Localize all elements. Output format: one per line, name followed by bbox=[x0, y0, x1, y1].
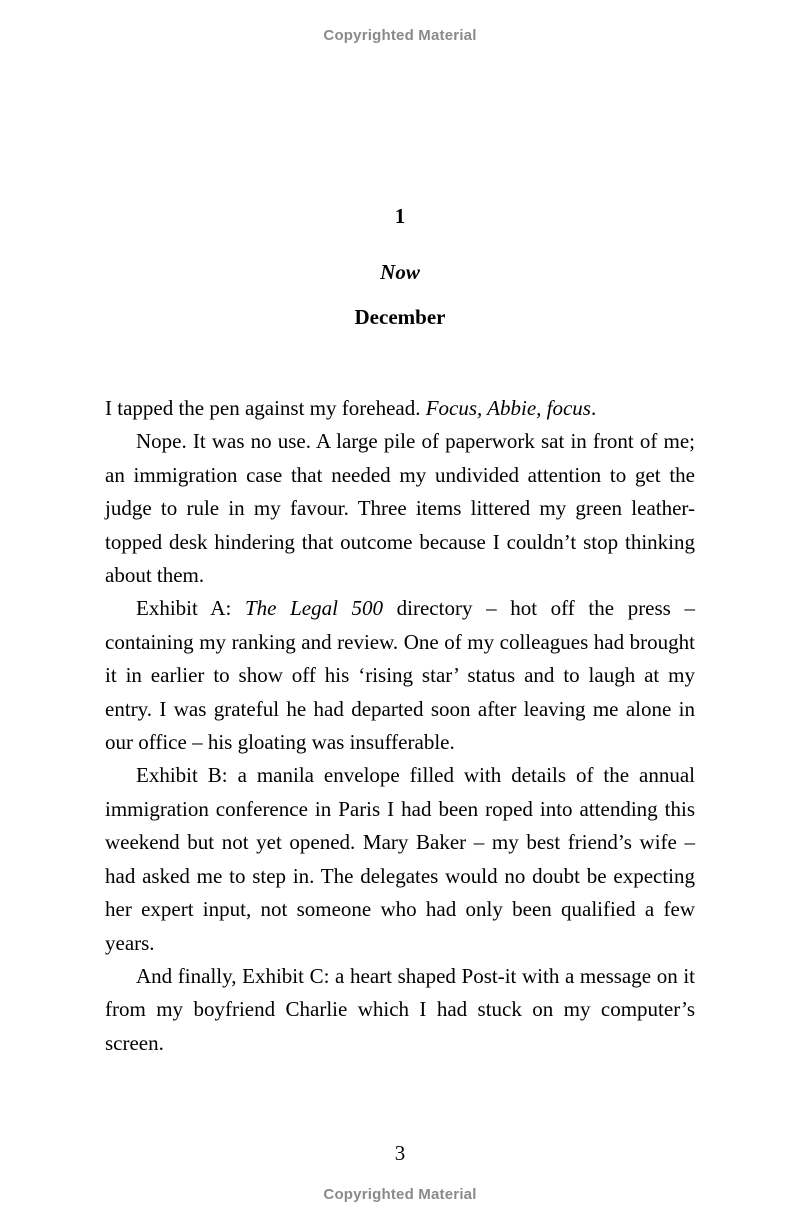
paragraph: And finally, Exhibit C: a heart shaped Post-it with a message on it from my boyfriend Charlie which I had stuck on my computer’s screen. bbox=[105, 963, 695, 1055]
book-title: The Legal 500 bbox=[244, 596, 384, 621]
copyright-watermark-top: Copyrighted Material bbox=[323, 27, 477, 44]
paragraph bbox=[105, 592, 695, 759]
page-number: 3 bbox=[394, 1141, 406, 1165]
paragraph: Exhibit B: a manila envelope filled with details of the annual immigration conference in Paris I had been roped into attending this weekend but not yet opened. Mary Baker – my best friend’s wife – had asked me to step in. The delegates would no doubt be expecting her expert input, not someone who had only been qualified a few years. bbox=[105, 763, 695, 955]
chapter-number: 1 bbox=[394, 204, 406, 228]
chapter-body bbox=[105, 392, 695, 1060]
paragraph: Nope. It was no use. A large pile of paperwork sat in front of me; an immigration case that needed my undivided attention to get the judge to rule in my favour. Three items littered my green leather-topped desk hindering that outcome because I couldn’t stop thinking about them. bbox=[105, 429, 695, 588]
paragraph-text: Exhibit A: bbox=[136, 596, 245, 621]
copyright-watermark-bottom: Copyrighted Material bbox=[323, 1186, 477, 1203]
italic-thought: Focus, Abbie, focus bbox=[425, 396, 591, 420]
paragraph-text: directory – hot off the press – containing my ranking and review. One of my colleagues had brought it in earlier to show off his ‘rising star’ status and to laugh at my entry. I was grateful he had departed soon after leaving me alone in our office – his gloating was insufferable. bbox=[105, 596, 695, 755]
paragraph bbox=[105, 392, 695, 425]
chapter-title: Now bbox=[380, 260, 420, 284]
chapter-subtitle: December bbox=[354, 305, 446, 329]
paragraph-text: . bbox=[590, 396, 597, 420]
paragraph-text: I tapped the pen against my forehead. bbox=[105, 396, 426, 420]
